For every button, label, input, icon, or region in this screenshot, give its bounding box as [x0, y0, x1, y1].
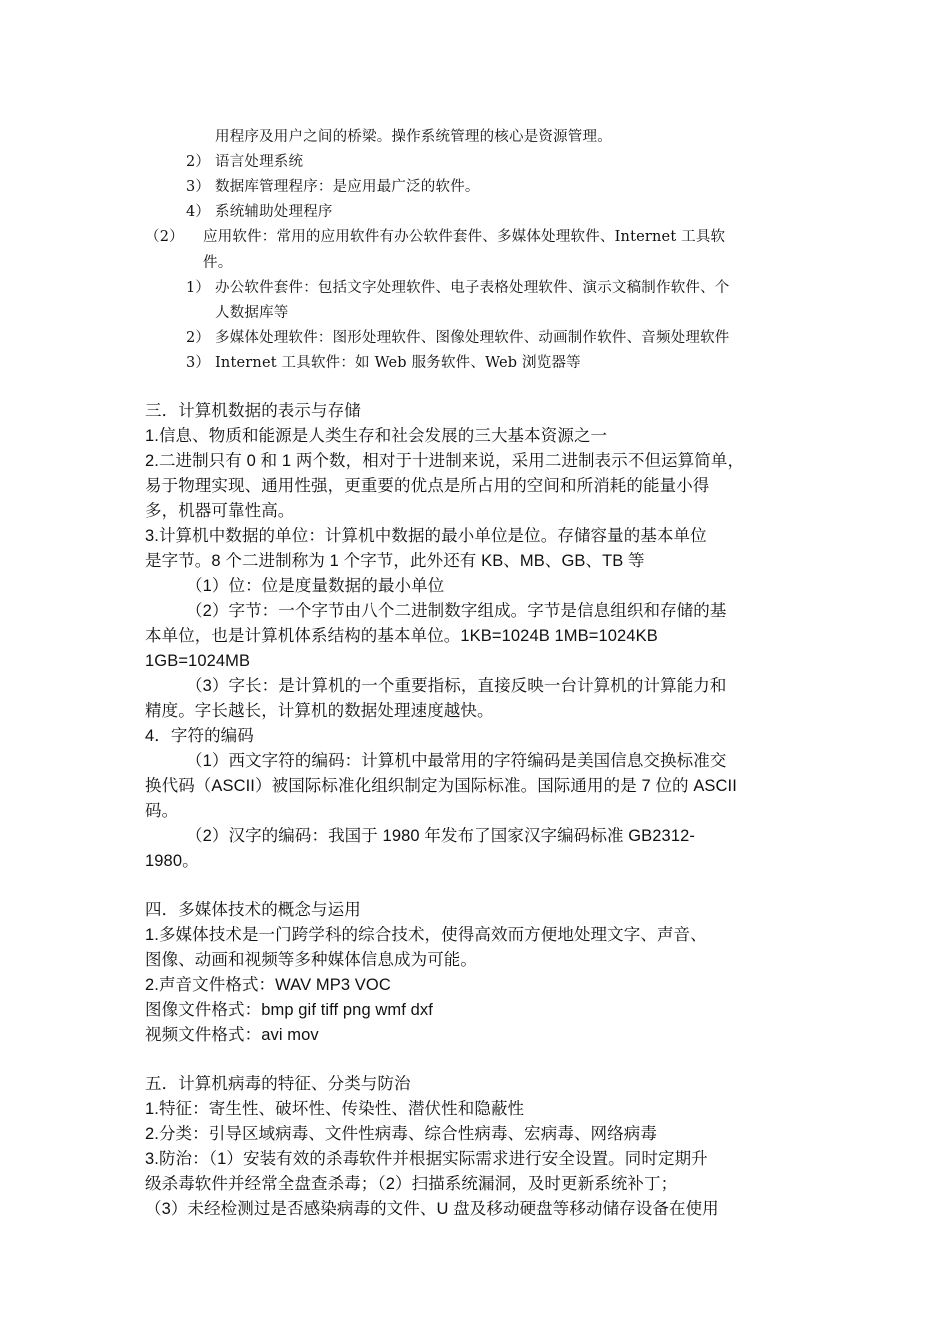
list-item-continued: 件。 [203, 255, 233, 271]
list-number: 2） [186, 330, 211, 346]
paragraph: （1）位：位是度量数据的最小单位 [186, 577, 445, 595]
paragraph: 3.计算机中数据的单位：计算机中数据的最小单位是位。存储容量的基本单位 [145, 527, 707, 545]
list-item: 系统辅助处理程序 [215, 204, 333, 220]
paragraph-line: 本单位，也是计算机体系结构的基本单位。1KB=1024B 1MB=1024KB [145, 627, 658, 645]
paragraph: 1.特征：寄生性、破坏性、传染性、潜伏性和隐蔽性 [145, 1100, 525, 1118]
paragraph: 2.二进制只有 0 和 1 两个数，相对于十进制来说，采用二进制表示不但运算简单， [145, 452, 745, 470]
os-description-continued: 用程序及用户之间的桥梁。操作系统管理的核心是资源管理。 [215, 129, 612, 145]
section-heading: 五．计算机病毒的特征、分类与防治 [145, 1075, 411, 1093]
paragraph-line: 换代码（ASCII）被国际标准化组织制定为国际标准。国际通用的是 7 位的 ASCII [145, 777, 737, 795]
paragraph: （3）字长：是计算机的一个重要指标，直接反映一台计算机的计算能力和 [186, 677, 727, 695]
paragraph-line: 码。 [145, 802, 179, 820]
paragraph-line: 精度。字长越长，计算机的数据处理速度越快。 [145, 702, 494, 720]
list-number: （2） [145, 229, 184, 245]
paragraph: 1.多媒体技术是一门跨学科的综合技术，使得高效而方便地处理文字、声音、 [145, 926, 707, 944]
list-item: 应用软件：常用的应用软件有办公软件套件、多媒体处理软件、Internet 工具软 [203, 229, 726, 245]
list-item: 办公软件套件：包括文字处理软件、电子表格处理软件、演示文稿制作软件、个 [215, 280, 730, 296]
paragraph: 3.防治：（1）安装有效的杀毒软件并根据实际需求进行安全设置。同时定期升 [145, 1150, 708, 1168]
list-number: 3） [186, 179, 211, 195]
paragraph: （2）字节：一个字节由八个二进制数字组成。字节是信息组织和存储的基 [186, 602, 727, 620]
paragraph: （2）汉字的编码：我国于 1980 年发布了国家汉字编码标准 GB2312- [186, 827, 695, 845]
paragraph-line: 是字节。8 个二进制称为 1 个字节，此外还有 KB、MB、GB、TB 等 [145, 552, 645, 570]
paragraph: 1.信息、物质和能源是人类生存和社会发展的三大基本资源之一 [145, 427, 608, 445]
section-heading: 三．计算机数据的表示与存储 [145, 402, 361, 420]
paragraph-line: （3）未经检测过是否感染病毒的文件、U 盘及移动硬盘等移动储存设备在使用 [145, 1200, 719, 1218]
paragraph: 2.声音文件格式：WAV MP3 VOC [145, 976, 391, 994]
paragraph-line: 1980。 [145, 852, 199, 870]
list-number: 3） [186, 355, 211, 371]
list-number: 4） [186, 204, 211, 220]
paragraph: （1）西文字符的编码：计算机中最常用的字符编码是美国信息交换标准交 [186, 752, 727, 770]
list-item-continued: 人数据库等 [215, 305, 289, 321]
paragraph-line: 图像、动画和视频等多种媒体信息成为可能。 [145, 951, 477, 969]
paragraph: 4．字符的编码 [145, 727, 254, 745]
list-number: 1） [186, 280, 211, 296]
paragraph-line: 1GB=1024MB [145, 652, 251, 670]
list-item: 数据库管理程序：是应用最广泛的软件。 [215, 179, 480, 195]
paragraph-line: 易于物理实现、通用性强，更重要的优点是所占用的空间和所消耗的能量小得 [145, 477, 710, 495]
list-number: 2） [186, 154, 211, 170]
paragraph: 视频文件格式：avi mov [145, 1026, 319, 1044]
section-heading: 四．多媒体技术的概念与运用 [145, 901, 361, 919]
list-item: 语言处理系统 [215, 154, 304, 170]
paragraph-line: 级杀毒软件并经常全盘查杀毒；（2）扫描系统漏洞，及时更新系统补丁； [145, 1175, 678, 1193]
paragraph-line: 多，机器可靠性高。 [145, 502, 295, 520]
list-item: 多媒体处理软件：图形处理软件、图像处理软件、动画制作软件、音频处理软件 [215, 330, 730, 346]
paragraph: 2.分类：引导区域病毒、文件性病毒、综合性病毒、宏病毒、网络病毒 [145, 1125, 657, 1143]
paragraph: 图像文件格式：bmp gif tiff png wmf dxf [145, 1001, 433, 1019]
list-item: Internet 工具软件：如 Web 服务软件、Web 浏览器等 [215, 355, 581, 371]
